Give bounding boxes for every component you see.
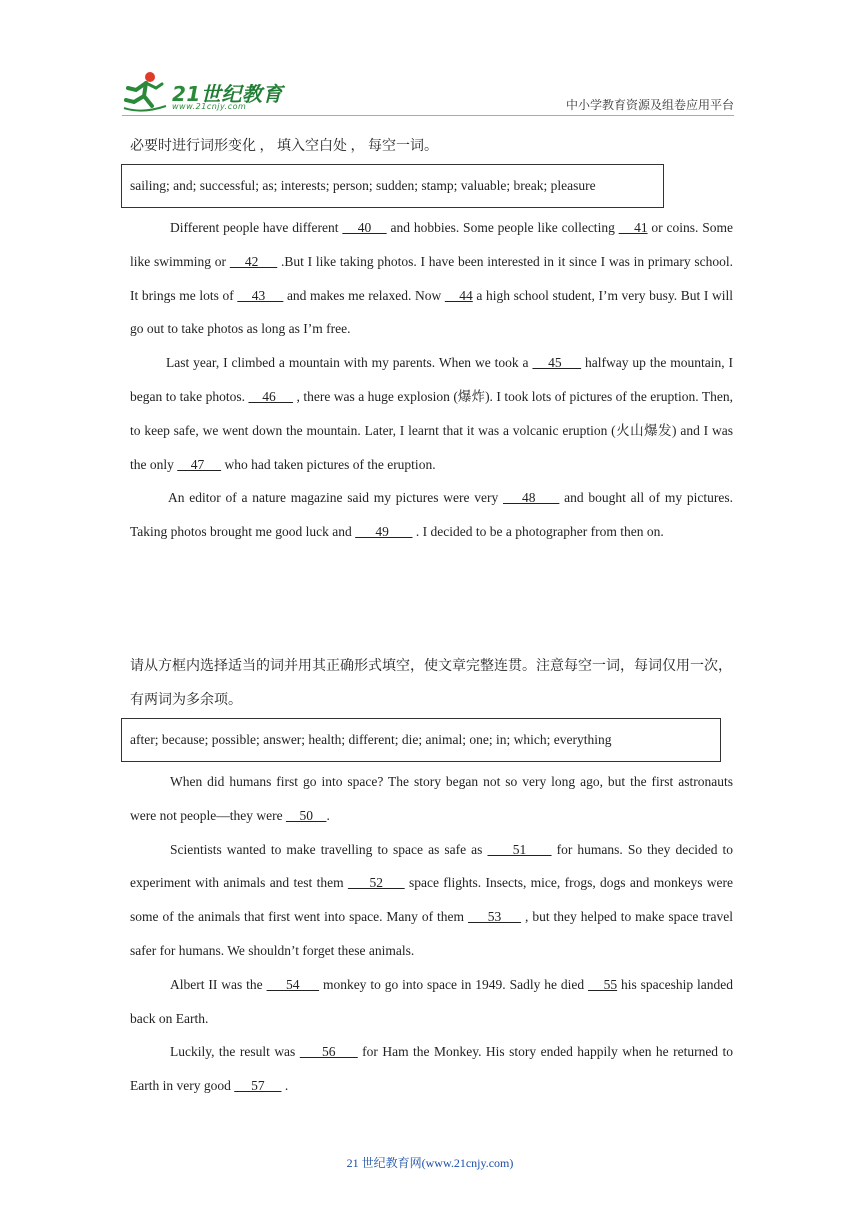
logo-text: 21世纪教育 bbox=[172, 82, 283, 106]
section-1-instruction: 必要时进行词形变化 ， 填入空白处 ， 每空一词。 bbox=[130, 139, 438, 154]
runner-logo-icon bbox=[122, 68, 168, 114]
section-1-word-box: sailing; and; successful; as; interests; person; sudden; stamp; valuable; break; pleasure bbox=[121, 164, 664, 208]
logo bbox=[122, 66, 292, 114]
blank-47[interactable]: 47 bbox=[177, 456, 222, 472]
header-divider bbox=[122, 115, 734, 116]
section-2-word-box: after; because; possible; answer; health; different; die; animal; one; in; which; everything bbox=[121, 718, 721, 762]
paragraph: An editor of a nature magazine said my pictures were very 48 and bought all of my pictures. Taking photos brought me good luck and 49 . I decided to be a photographer from then on. bbox=[130, 490, 734, 540]
blank-45[interactable]: 45 bbox=[532, 355, 582, 371]
paragraph: Scientists wanted to make travelling to space as safe as 51 for humans. So they decided to experiment with animals and test them 52 space flights. Insects, mice, frogs, dogs and monkeys were some of the animals that first went into space. Many of them 53 , but they helped to make space travel safer for humans. We shouldn’t forget these animals. bbox=[130, 841, 734, 958]
blank-57[interactable]: 57 bbox=[234, 1078, 282, 1094]
paragraph: Luckily, the result was 56 for Ham the Monkey. His story ended happily when he returned to Earth in very good 57 . bbox=[130, 1044, 734, 1094]
blank-52[interactable]: 52 bbox=[347, 875, 405, 891]
blank-54[interactable]: 54 bbox=[266, 976, 320, 992]
platform-title: 中小学教育资源及组卷应用平台 bbox=[565, 98, 734, 112]
blank-42[interactable]: 42 bbox=[229, 253, 278, 269]
paragraph: Different people have different 40 and hobbies. Some people like collecting 41 or coins. Some like swimming or 42 .But I like taking photos. I have been interested in it since I was in primary school. It brings me lots of 43 and makes me relaxed. Now 44 a high school student, I’m very busy. But I will go out to take photos as long as I’m free. bbox=[130, 220, 733, 337]
section-2-passage bbox=[130, 765, 733, 1103]
blank-44[interactable]: 44 bbox=[444, 287, 473, 303]
blank-48[interactable]: 48 bbox=[503, 490, 560, 506]
blank-49[interactable]: 49 bbox=[355, 524, 413, 540]
blank-50[interactable]: 50 bbox=[285, 807, 327, 823]
blank-41[interactable]: 41 bbox=[618, 220, 648, 235]
blank-56[interactable]: 56 bbox=[299, 1044, 358, 1060]
blank-40[interactable]: 40 bbox=[342, 220, 387, 235]
paragraph: Albert II was the 54 monkey to go into space in 1949. Sadly he died 55 his spaceship landed back on Earth. bbox=[130, 976, 734, 1026]
paragraph: When did humans first go into space? The story began not so very long ago, but the first astronauts were not people—they were 50 . bbox=[130, 774, 733, 823]
section-1 bbox=[130, 130, 733, 164]
blank-43[interactable]: 43 bbox=[237, 287, 284, 303]
section-2 bbox=[130, 650, 733, 718]
paragraph: Last year, I climbed a mountain with my parents. When we took a 45 halfway up the mountain, I began to take photos. 46 , there was a huge explosion (爆炸). I took lots of pictures of the eruption. Then, to keep safe, we went down the mountain. Later, I learnt that it was a volcanic eruption (火山爆发) and I was the only 47 who had taken pictures of the eruption. bbox=[130, 355, 734, 472]
blank-51[interactable]: 51 bbox=[487, 841, 552, 857]
section-1-passage bbox=[130, 211, 733, 549]
page-footer: 21 世纪教育网(www.21cnjy.com) bbox=[346, 1156, 514, 1170]
logo-url: www.21cnjy.com bbox=[172, 102, 247, 111]
blank-53[interactable]: 53 bbox=[468, 909, 522, 925]
blank-55[interactable]: 55 bbox=[588, 976, 618, 992]
page-header bbox=[122, 66, 734, 118]
blank-46[interactable]: 46 bbox=[248, 388, 294, 404]
section-2-instruction: 请从方框内选择适当的词并用其正确形式填空，使文章完整连贯。注意每空一词，每词仅用一次，有两词为多余项。 bbox=[130, 659, 732, 708]
